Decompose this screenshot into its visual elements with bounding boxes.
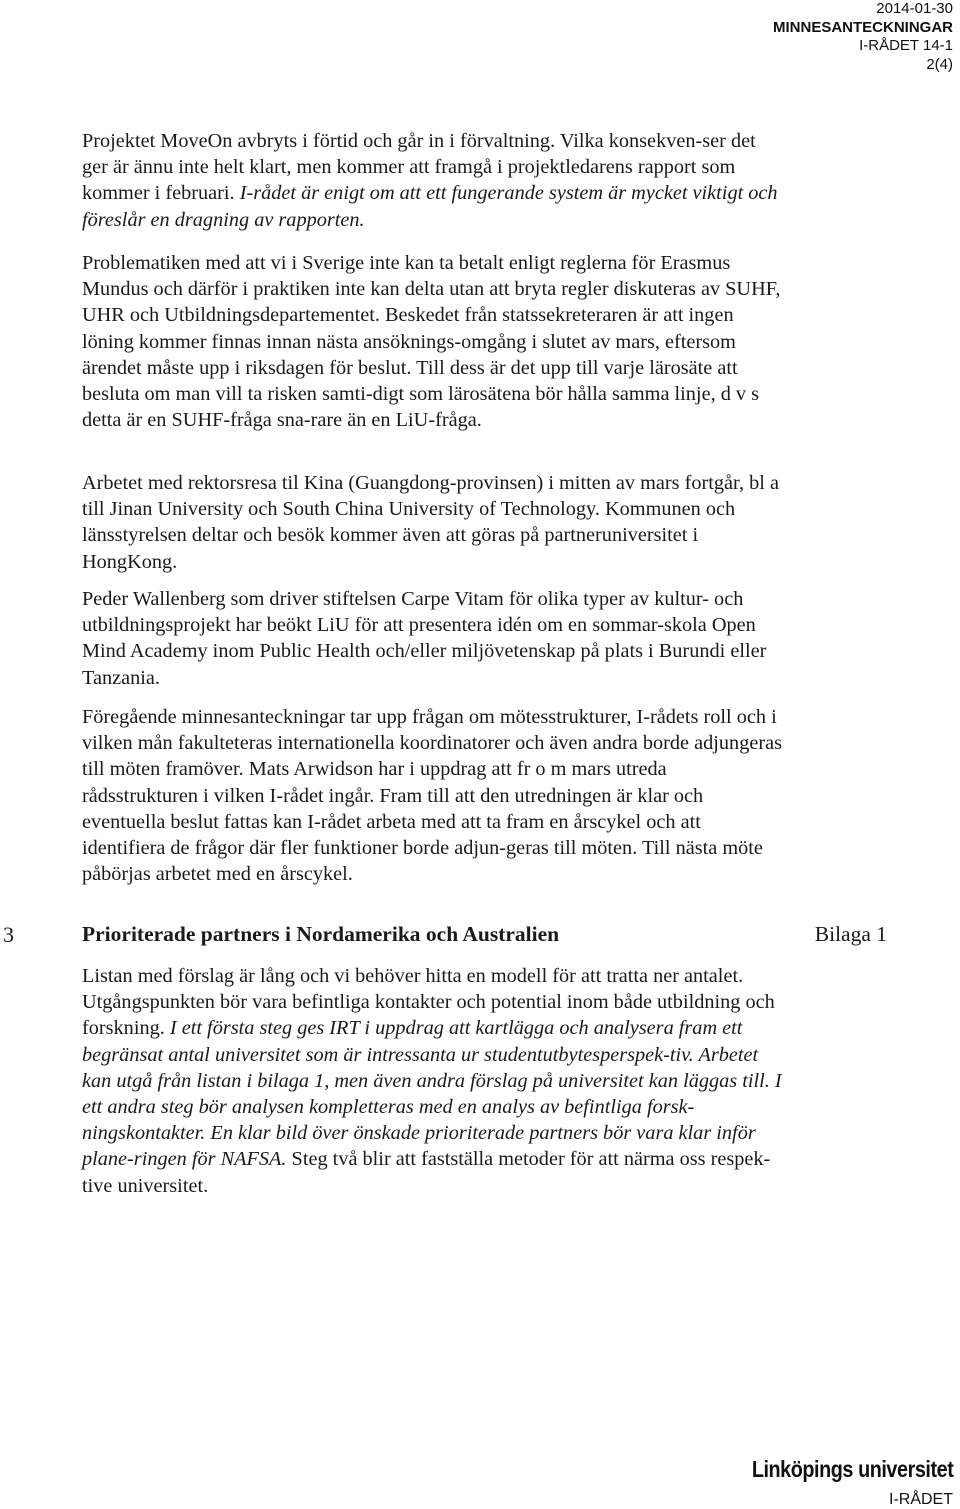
header-reference: I-RÅDET 14-1 (859, 37, 953, 54)
paragraph-meeting-structure: Föregående minnesanteckningar tar upp frågan om mötesstrukturer, I-rådets roll och i vilken mån fakulteteras internationella koordinatorer och även andra borde adjungeras till möten framöver. Mats Arwidson har i uppdrag att fr o m mars utreda rådsstrukturen i vilken I-rådet ingår. Fram till att den utredningen är klar och eventuella beslut fattas kan I-rådet arbeta med att ta fram en årscykel och att identifiera de frågor där fler funktioner borde adjun-geras till möten. Till nästa möte påbörjas arbetet med en årscykel. (82, 706, 782, 886)
section-3-intro: Listan med förslag är lång och vi behöver hitta en modell för att tratta ner antalet. Utgångspunkten bör vara befintliga kontakter och potential inom både utbildning och forskning. (82, 965, 775, 1040)
section-number: 3 (3, 922, 14, 947)
paragraph-china-trip: Arbetet med rektorsresa til Kina (Guangdong-provinsen) i mitten av mars fortgår, bl a till Jinan University och South China University of Technology. Kommunen och länsstyrelsen deltar och besök kommer även att göras på partneruniversitet i HongKong. (82, 472, 779, 573)
footer-unit: I-RÅDET (889, 1491, 953, 1508)
moveon-decision: I-rådet är enigt om att ett fungerande system är mycket viktigt och föreslår en dragning av rapporten. (82, 182, 778, 231)
university-logo: Linköpings universitet (751, 1456, 953, 1482)
section-attachment: Bilaga 1 (814, 922, 887, 946)
section-3-body (82, 963, 782, 1199)
page-header (553, 0, 953, 74)
moveon-text: Projektet MoveOn avbryts i förtid och går in i förvaltning. Vilka konsekven-ser det ger är ännu inte helt klart, men kommer att framgå i projektledarens rapport som kommer i februari. (82, 130, 756, 205)
section-title: Prioriterade partners i Nordamerika och Australien (82, 922, 560, 946)
header-page-number: 2(4) (926, 55, 953, 73)
header-doc-type: MINNESANTECKNINGAR (773, 18, 953, 36)
header-date: 2014-01-30 (876, 0, 953, 17)
section-3-closing: Steg två blir att fastställa metoder för att närma oss respek-tive universitet. (82, 1148, 771, 1197)
paragraph-moveon (82, 128, 782, 233)
paragraph-carpe-vitam: Peder Wallenberg som driver stiftelsen Carpe Vitam för olika typer av kultur- och utbildningsprojekt har beökt LiU för att presentera idén om en sommar-skola Open Mind Academy inom Public Health och/eller miljövetenskap på plats i Burundi eller Tanzania. (82, 588, 767, 689)
section-3-decision: I ett första steg ges IRT i uppdrag att kartlägga och analysera fram ett begränsat antal universitet som är intressanta ur studentutbytesperspek-tiv. Arbetet kan utgå från listan i bilaga 1, men även andra förslag på universitet kan läggas till. I ett andra steg bör analysen kompletteras med en analys av befintliga forsk-ningskontakter. En klar bild över önskade prioriterade partners bör vara klar inför plane-ringen för NAFSA. (82, 1017, 782, 1171)
paragraph-erasmus-mundus: Problematiken med att vi i Sverige inte kan ta betalt enligt reglerna för Erasmus Mundus och därför i praktiken inte kan delta utan att bryta regler diskuteras av SUHF, UHR och Utbildningsdepartementet. Beskedet från statssekreteraren är att ingen löning kommer finnas innan nästa ansöknings-omgång i slutet av mars, eftersom ärendet måste upp i riksdagen för beslut. Till dess är det upp till varje lärosäte att besluta om man vill ta risken samti-digt som lärosätena bör hålla samma linje, d v s detta är en SUHF-fråga sna-rare än en LiU-fråga. (82, 252, 781, 432)
